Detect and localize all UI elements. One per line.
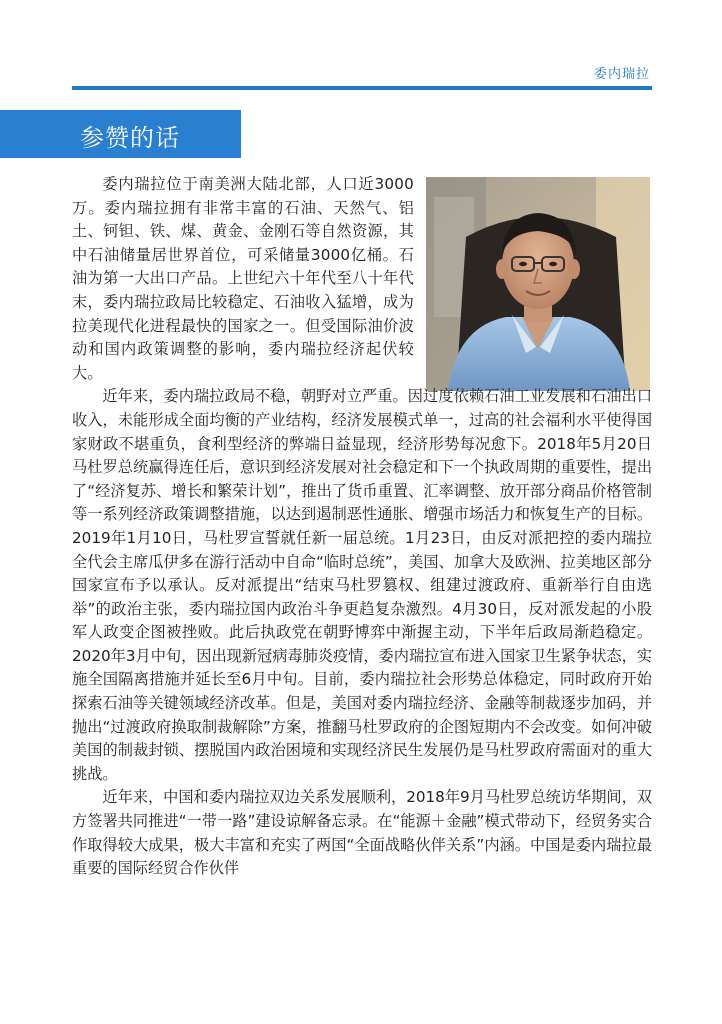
paragraph-1: 委内瑞拉位于南美洲大陆北部，人口近3000万。委内瑞拉拥有非常丰富的石油、天然气、铝土、钶钽、铁、煤、黄金、金刚石等自然资源，其中石油储量居世界首位，可采储量3000亿桶。石油为第一大出口产品。上世纪六十年代至八十年代末，委内瑞拉政局比较稳定、石油收入猛增，成为拉美现代化进程最快的国家之一。但受国际油价波动和国内政策调整的影响，委内瑞拉经济起伏较大。 [72,175,414,382]
paragraph-2: 近年来，委内瑞拉政局不稳，朝野对立严重。因过度依赖石油工业发展和石油出口收入，未能形成全面均衡的产业结构，经济发展模式单一，过高的社会福利水平使得国家财政不堪重负，食利型经济的弊端日益显现，经济形势每况愈下。2018年5月20日马杜罗总统赢得连任后，意识到经济发展对社会稳定和下一个执政周期的重要性，提出了“经济复苏、增长和繁荣计划”，推出了货币重置、汇率调整、放开部分商品价格管制等一系列经济政策调整措施，以达到遏制恶性通胀、增强市场活力和恢复生产的目标。2019年1月10日，马杜罗宣誓就任新一届总统。1月23日，由反对派把控的委内瑞拉全代会主席瓜伊多在游行活动中自命“临时总统”，美国、加拿大及欧洲、拉美地区部分国家宣布予以承认。反对派提出“结束马杜罗篡权、组建过渡政府、重新举行自由选举”的政治主张，委内瑞拉国内政治斗争更趋复杂激烈。4月30日，反对派发起的小股军人政变企图被挫败。此后执政党在朝野博弈中渐握主动，下半年后政局渐趋稳定。2020年3月中旬，因出现新冠病毒肺炎疫情，委内瑞拉宣布进入国家卫生紧争状态，实施全国隔离措施并延长至6月中旬。目前，委内瑞拉社会形势总体稳定，同时政府开始探索石油等关键领域经济改革。但是，美国对委内瑞拉经济、金融等制裁逐步加码，并抛出“过渡政府换取制裁解除”方案，推翻马杜罗政府的企图短期内不会改变。如何冲破美国的制裁封锁、摆脱国内政治困境和实现经济民生发展仍是马杜罗政府需面对的重大挑战。 [72,387,652,783]
running-header-title: 委内瑞拉 [593,67,650,82]
header-rule [72,86,652,90]
section-title: 参赞的话 [80,124,180,152]
photo-text-wrap-space [414,173,652,385]
article-body [72,173,652,881]
paragraph-3: 近年来，中国和委内瑞拉双边关系发展顺利，2018年9月马杜罗总统访华期间，双方签署共同推进“一带一路”建设谅解备忘录。在“能源＋金融”模式带动下，经贸务实合作取得较大成果，极大丰富和充实了两国“全面战略伙伴关系”内涵。中国是委内瑞拉最重要的国际经贸合作伙伴 [72,788,652,878]
